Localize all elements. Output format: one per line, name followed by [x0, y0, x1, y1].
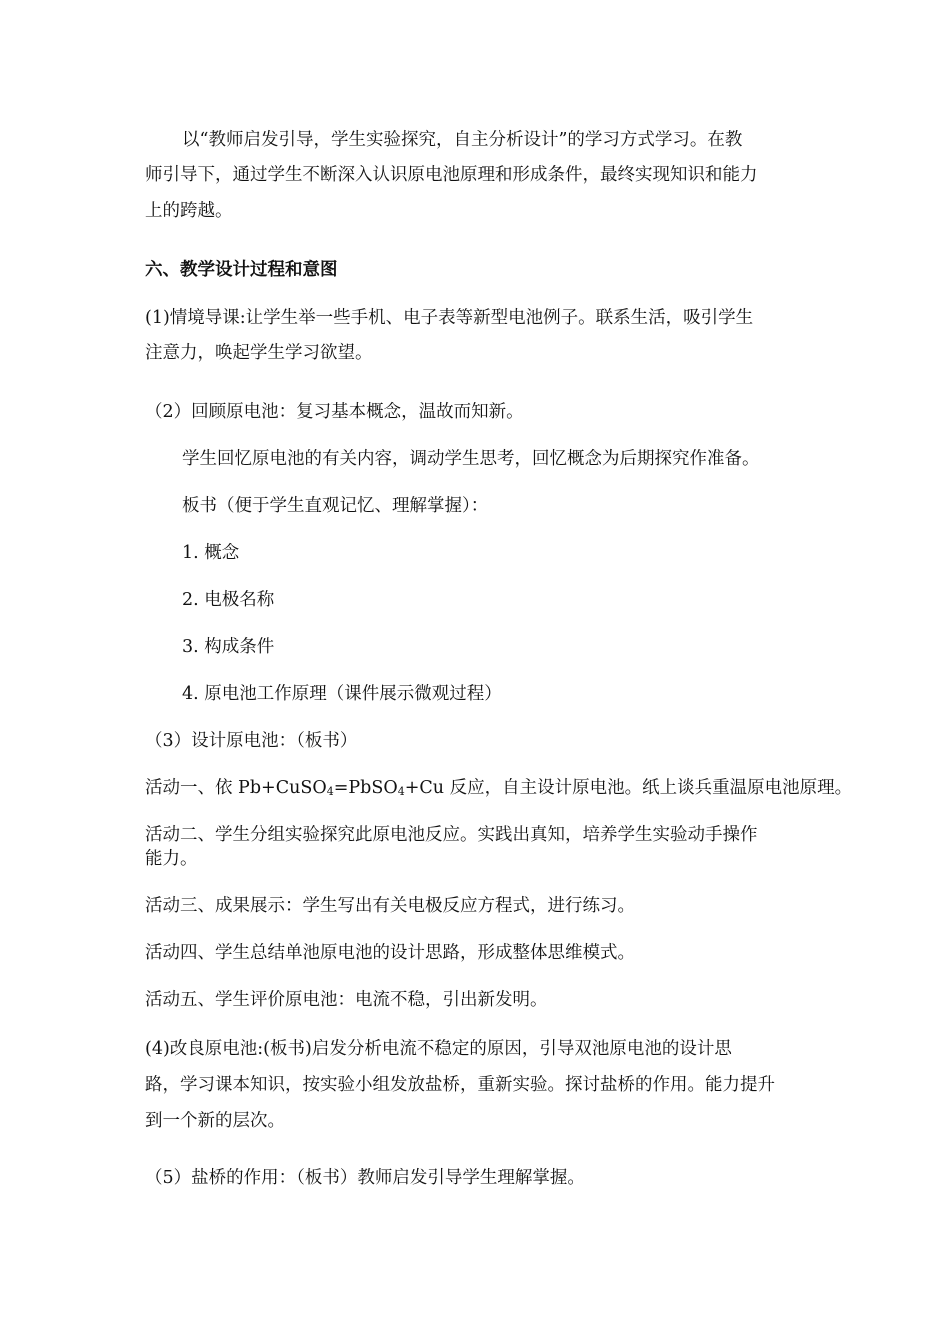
step4-line-1: (4)改良原电池:(板书)启发分析电流不稳定的原因，引导双池原电池的设计思 — [145, 1039, 732, 1059]
board-item-conditions: 3. 构成条件 — [182, 637, 275, 657]
step3-title: （3）设计原电池：（板书） — [145, 731, 358, 751]
step2-board-note: 板书（便于学生直观记忆、理解掌握）： — [182, 496, 489, 516]
section-heading: 六、教学设计过程和意图 — [145, 260, 338, 280]
activity-2-line-1: 活动二、学生分组实验探究此原电池反应。实践出真知，培养学生实验动手操作 — [145, 825, 758, 845]
activity-4: 活动四、学生总结单池原电池的设计思路，形成整体思维模式。 — [145, 943, 635, 963]
intro-line-3: 上的跨越。 — [145, 201, 233, 221]
activity-1: 活动一、依 Pb+CuSO$_4$=PbSO$_4$+Cu 反应，自主设计原电池。纸上谈兵重温原电池原理。 — [145, 778, 853, 798]
step1-line-1: (1)情境导课:让学生举一些手机、电子表等新型电池例子。联系生活，吸引学生 — [145, 308, 754, 328]
step5-title: （5）盐桥的作用：（板书）教师启发引导学生理解掌握。 — [145, 1168, 585, 1188]
board-item-electrode-names: 2. 电极名称 — [182, 590, 275, 610]
intro-line-2: 师引导下，通过学生不断深入认识原电池原理和形成条件，最终实现知识和能力 — [145, 165, 758, 185]
step2-title: （2）回顾原电池：复习基本概念，温故而知新。 — [145, 402, 524, 422]
intro-line-1: 以“教师启发引导，学生实验探究，自主分析设计”的学习方式学习。在教 — [182, 130, 743, 150]
step1-line-2: 注意力，唤起学生学习欲望。 — [145, 343, 373, 363]
step4-line-2: 路，学习课本知识，按实验小组发放盐桥，重新实验。探讨盐桥的作用。能力提升 — [145, 1075, 775, 1095]
board-item-concept: 1. 概念 — [182, 543, 240, 563]
activity-3: 活动三、成果展示：学生写出有关电极反应方程式，进行练习。 — [145, 896, 635, 916]
step2-description: 学生回忆原电池的有关内容，调动学生思考，回忆概念为后期探究作准备。 — [182, 449, 760, 469]
activity-2-line-2: 能力。 — [145, 849, 198, 869]
step4-line-3: 到一个新的层次。 — [145, 1111, 285, 1131]
board-item-working-principle: 4. 原电池工作原理（课件展示微观过程） — [182, 684, 502, 704]
activity-5: 活动五、学生评价原电池：电流不稳，引出新发明。 — [145, 990, 548, 1010]
